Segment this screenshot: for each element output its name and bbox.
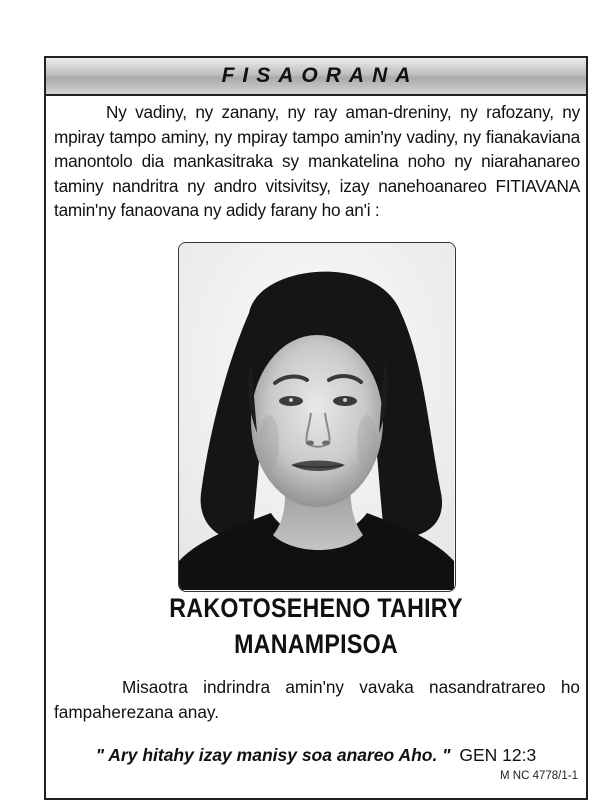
name-line-1: RAKOTOSEHENO TAHIRY <box>169 593 463 623</box>
bible-verse <box>46 743 586 767</box>
notice-title: FISAORANA <box>221 64 419 87</box>
deceased-name <box>46 590 586 662</box>
header-band <box>46 58 586 96</box>
portrait-photo <box>178 242 456 592</box>
obituary-notice <box>44 56 588 800</box>
reference-code: M NC 4778/1-1 <box>500 770 578 782</box>
name-line-2: MANAMPISOA <box>234 629 398 659</box>
verse-reference: GEN 12:3 <box>459 745 537 765</box>
intro-paragraph: Ny vadiny, ny zanany, ny ray aman-dreniny, ny rafozany, ny mpiray tampo aminy, ny mpiray tampo amin'ny vadiny, ny fianakaviana manontolo dia mankasitraka sy mankatelina noho ny niarahanareo taminy nandritra ny andro vitsivitsy, izay nanehoanareo FITIAVANA tamin'ny fanaovana ny adidy farany ho an'i : <box>54 102 580 220</box>
verse-quote: " Ary hitahy izay manisy soa anareo Aho. " <box>95 745 451 765</box>
thanks-paragraph: Misaotra indrindra amin'ny vavaka nasandratrareo ho fampaherezana anay. <box>54 677 580 722</box>
